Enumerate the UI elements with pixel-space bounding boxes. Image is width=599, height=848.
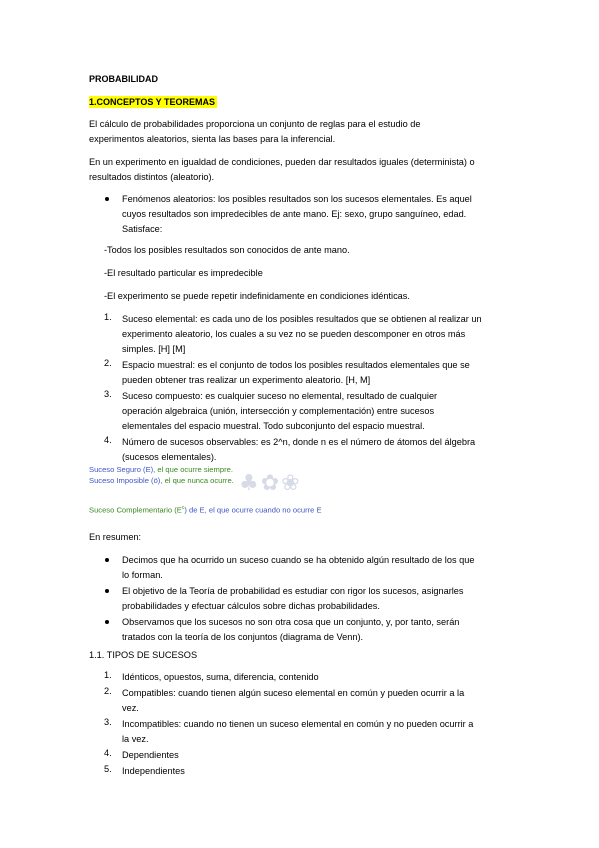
image-text: el que nunca ocurre. xyxy=(162,476,234,485)
type-item xyxy=(122,748,517,763)
image-line-imposible xyxy=(89,476,234,485)
list-item-line: Dependientes xyxy=(122,750,179,760)
bullet-line: Fenómenos aleatorios: los posibles resultados son los sucesos elementales. Es aquel xyxy=(122,194,472,204)
list-item-line: (sucesos elementales). xyxy=(122,452,217,462)
bullet-line: Satisface: xyxy=(122,224,163,234)
paragraph-line: resultados distintos (aleatorio). xyxy=(89,172,215,182)
bullet-line: probabilidades y efectuar cálculos sobre dichas probabilidades. xyxy=(122,601,380,611)
type-item xyxy=(122,717,517,747)
list-item-line: experimento aleatorio, los cuales a su vez no se pueden descomponer en otros más xyxy=(122,329,466,339)
list-item-line: elementales del espacio muestral. Todo subconjunto del espacio muestral. xyxy=(122,421,425,431)
list-number: 3. xyxy=(104,389,112,399)
bullet-line: Decimos que ha ocurrido un suceso cuando se ha obtenido algún resultado de los que xyxy=(122,555,475,565)
list-item-line: vez. xyxy=(122,703,139,713)
image-text: c xyxy=(181,505,185,511)
paragraph-experiment xyxy=(89,155,519,185)
dash-item: -Todos los posibles resultados son conocidos de ante mano. xyxy=(104,245,350,255)
list-item-line: Idénticos, opuestos, suma, diferencia, contenido xyxy=(122,672,319,682)
image-line-seguro xyxy=(89,465,233,474)
section-heading-tipos: 1.1. TIPOS DE SUCESOS xyxy=(89,650,198,660)
bullet-line: El objetivo de la Teoría de probabilidad es estudiar con rigor los sucesos, asignarles xyxy=(122,586,464,596)
list-item-line: Independientes xyxy=(122,766,185,776)
concept-item xyxy=(122,435,517,465)
paragraph-intro xyxy=(89,117,519,147)
summary-bullet xyxy=(122,615,517,645)
list-item-line: Suceso elemental: es cada uno de los posibles resultados que se obtienen al realizar un xyxy=(122,314,482,324)
resumen-label: En resumen: xyxy=(89,532,142,542)
bullet-line: cuyos resultados son impredecibles de ante mano. Ej: sexo, grupo sanguíneo, edad. xyxy=(122,209,467,219)
type-item xyxy=(122,764,517,779)
sucesos-image xyxy=(89,463,352,521)
paragraph-line: El cálculo de probabilidades proporciona un conjunto de reglas para el estudio de xyxy=(89,119,421,129)
type-item xyxy=(122,686,517,716)
bullet-line: tratados con la teoría de los conjuntos (diagrama de Venn). xyxy=(122,632,364,642)
image-text: ) de E, xyxy=(184,505,207,515)
list-item-line: simples. [H] [M] xyxy=(122,344,186,354)
list-number: 1. xyxy=(104,312,112,322)
dash-item: -El resultado particular es impredecible xyxy=(104,268,263,278)
list-number: 2. xyxy=(104,686,112,696)
image-text: Suceso Seguro (E), xyxy=(89,465,156,474)
bullet-line: Observamos que los sucesos no son otra cosa que un conjunto, y, por tanto, serán xyxy=(122,617,460,627)
list-item-line: Número de sucesos observables: es 2^n, donde n es el número de átomos del álgebra xyxy=(122,437,476,447)
dash-item: -El experimento se puede repetir indefinidamente en condiciones idénticas. xyxy=(104,291,410,301)
list-number: 4. xyxy=(104,748,112,758)
list-item-line: operación algebraica (unión, intersección y complementación) entre sucesos xyxy=(122,406,435,416)
concept-item xyxy=(122,312,517,357)
concept-item xyxy=(122,358,517,388)
bullet-random-phenomena xyxy=(122,192,517,237)
list-item-line: Incompatibles: cuando no tienen un suceso elemental en común y no pueden ocurrir a xyxy=(122,719,474,729)
list-item-line: Suceso compuesto: es cualquier suceso no elemental, resultado de cualquier xyxy=(122,391,438,401)
bullet-icon xyxy=(105,620,109,624)
image-line-complementario xyxy=(89,505,322,515)
list-number: 1. xyxy=(104,670,112,680)
document-title: PROBABILIDAD xyxy=(89,74,158,84)
list-number: 2. xyxy=(104,358,112,368)
summary-bullet xyxy=(122,553,517,583)
paragraph-line: En un experimento en igualdad de condiciones, pueden dar resultados iguales (determinista) o xyxy=(89,157,475,167)
image-text: Suceso Imposible (ö), xyxy=(89,476,163,485)
list-number: 5. xyxy=(104,764,112,774)
summary-bullet xyxy=(122,584,517,614)
list-item-line: la vez. xyxy=(122,734,149,744)
list-item-line: Compatibles: cuando tienen algún suceso elemental en común y pueden ocurrir a la xyxy=(122,688,465,698)
bullet-icon xyxy=(105,589,109,593)
image-text: el que ocurre cuando no ocurre E xyxy=(206,505,322,515)
concept-item xyxy=(122,389,517,434)
bullet-line: lo forman. xyxy=(122,570,163,580)
bullet-icon xyxy=(105,197,109,201)
list-item-line: pueden obtener tras realizar un experimento aleatorio. [H, M] xyxy=(122,375,371,385)
paragraph-line: experimentos aleatorios, sienta las bases para la inferencial. xyxy=(89,134,336,144)
list-number: 4. xyxy=(104,435,112,445)
list-number: 3. xyxy=(104,717,112,727)
bullet-icon xyxy=(105,558,109,562)
image-text: Suceso Complementario (E xyxy=(89,505,182,515)
section-heading-highlighted: 1.CONCEPTOS Y TEOREMAS xyxy=(89,97,216,107)
image-text: el que ocurre siempre. xyxy=(155,465,233,474)
watermark-graphic: ♣✿❀ xyxy=(239,471,302,496)
list-item-line: Espacio muestral: es el conjunto de todos los posibles resultados elementales que se xyxy=(122,360,470,370)
type-item xyxy=(122,670,517,685)
